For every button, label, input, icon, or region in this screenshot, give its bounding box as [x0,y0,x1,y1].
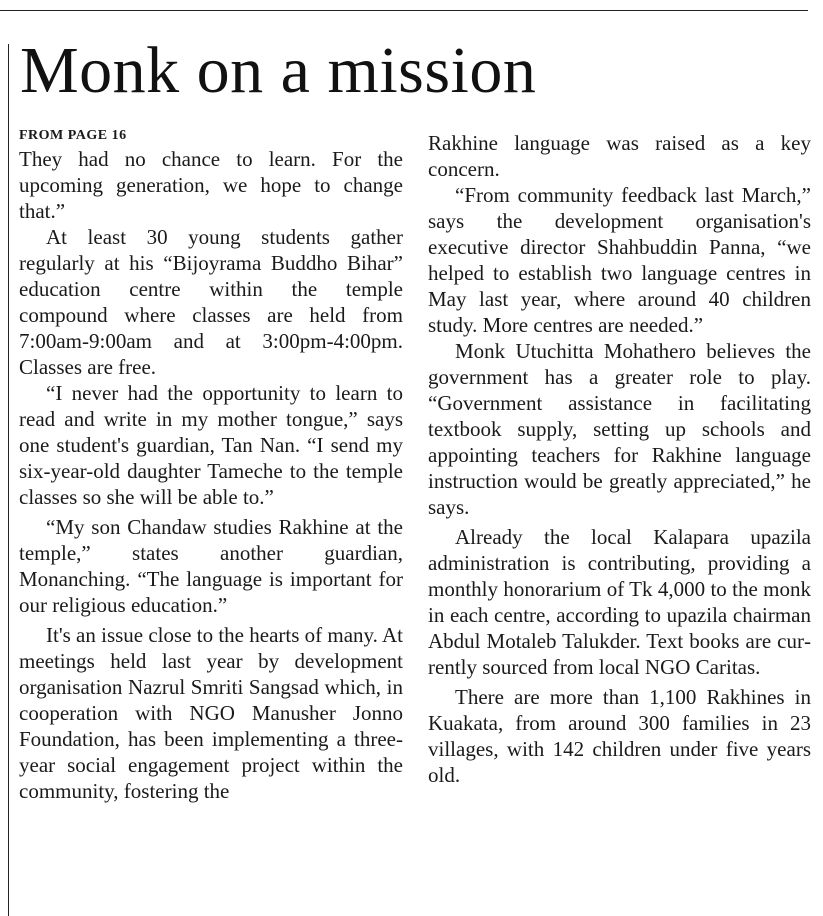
article-paragraph: It's an issue close to the hearts of many. At meetings held last year by development organisation Nazrul Smriti Sangsad which, in cooperation with NGO Manusher Jonno Foundation, has been implementing a three-year social engagement project within the community, fostering the [19,623,404,803]
article-paragraph: Already the local Kalapara upazila administration is contributing, providing a monthly honorarium of Tk 4,000 to the monk in each centre, according to upazila chairman Abdul Motaleb Talukder. Text books are currently sourced from local NGO Caritas. [428,525,811,679]
left-column-rule [8,44,9,916]
article-paragraph: At least 30 young students gather regularly at his “Bijoyrama Buddho Bihar” education centre within the temple compound where classes are held from 7:00am-9:00am and at 3:00pm-4:00pm. Classes are free. [19,225,403,379]
article-paragraph: Monk Utuchitta Mohathero believes the government has a greater role to play. “Government assistance in facilitating textbook supply, setting up schools and appointing teachers for Rakhine language instruction would be greatly appreciated,” he says. [428,339,811,519]
top-rule [0,10,808,11]
article-column-left [19,126,403,804]
article-paragraph: Rakhine language was raised as a key concern. [428,131,811,181]
article-column-right [428,130,811,788]
article-paragraph: They had no chance to learn. For the upcoming generation, we hope to change that.” [19,147,403,223]
continued-from-label: FROM PAGE 16 [19,128,127,143]
article-paragraph: There are more than 1,100 Rakhines in Kuakata, from around 300 families in 23 villages, with 142 children under five years old. [428,685,811,787]
article-headline: Monk on a mission [20,34,537,107]
article-paragraph: “I never had the opportunity to learn to read and write in my mother tongue,” says one student's guardian, Tan Nan. “I send my six-year-old daughter Tameche to the temple classes so she will be able to.” [19,381,403,509]
article-paragraph: “My son Chandaw studies Rakhine at the temple,” states another guardian, Monanching. “The language is important for our religious education.” [19,515,403,617]
article-paragraph: “From community feedback last March,” says the development organisation's executive director Shahbuddin Panna, “we helped to establish two language centres in May last year, where around 40 children study. More centres are needed.” [428,183,811,337]
